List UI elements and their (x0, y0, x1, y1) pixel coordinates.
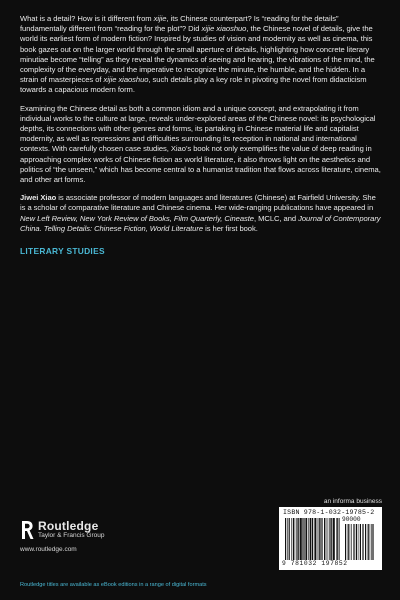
description-paragraph-1 (20, 14, 382, 96)
term-xijie: xijie (153, 14, 167, 23)
author-name: Jiwei Xiao (20, 193, 57, 203)
author-bio (20, 193, 382, 234)
ebook-note: Routledge titles are available as eBook editions in a range of digital formats (20, 582, 207, 588)
text-run: is associate professor of modern languages and literatures (Chinese) at Fairfield University. She is a scholar of comparative literature and Chinese cinema. Her wide-ranging publications have appeared in (20, 193, 376, 213)
subject-category: LITERARY STUDIES (20, 246, 105, 257)
publication-list: New Left Review, New York Review of Books, Film Quarterly, Cineaste (20, 213, 254, 223)
text-run: , such details play a key role in pivoting the novel from didacticism towards a capacious modern form. (20, 75, 367, 95)
term-xijie-xiaoshuo: xijie xiaoshuo (201, 24, 247, 34)
isbn-number: ISBN 978-1-032-19785-2 (283, 509, 375, 516)
text-run: , its Chinese counterpart? Is “reading for the details” fundamentally different from “reading for the plot”? Did (20, 14, 339, 34)
price-addon: 90000 (342, 516, 361, 523)
publisher-url[interactable]: www.routledge.com (20, 546, 77, 553)
publisher-name: Routledge (38, 519, 99, 533)
text-run: , MCLC, and (253, 213, 299, 223)
text-run: is her first book. (203, 223, 258, 233)
text-run: , the Chinese novel of details, give the world its earliest form of modern fiction? Inspired by studies of vision and modernity as well as cinema, this book gazes out on the larger world through the small aperture of details, highlighting how concrete literary minutiae become “telling” as they reveal the dynamics of seeing and hearing, the vibrations of the mind, the complexity of the everyday, and the imperative to recognize the minute, the humble, and the hidden. In a strain of masterpieces of (20, 24, 375, 85)
isbn-barcode (279, 507, 382, 570)
routledge-r-logo-icon (20, 520, 34, 540)
barcode-bars-icon (285, 518, 377, 560)
description-paragraph-2: Examining the Chinese detail as both a common idiom and a unique concept, and extrapolating it from individual works to the culture at large, reveals under-explored areas of the Chinese novel: its psychological depths, its connections with other genres and forms, its partaking in Chinese material life and capitalist modernity, as well as repressions and difficulties surrounding its reception in national and international contexts. With carefully chosen case studies, Xiao’s book not only exemplifies the value of deep reading in approaching complex works of Chinese fiction as world literature, it also throws light on the aesthetics and politics of “the unseen,” which has become central to a humanist tradition that flows across literature, cinema, and other art forms. (20, 103, 381, 185)
barcode-digits: 9 781032 197852 (282, 560, 348, 567)
back-cover-text (20, 14, 382, 256)
publisher-block (20, 520, 220, 553)
term-xijie-xiaoshuo: xijie xiaoshuo (103, 75, 149, 85)
publisher-logo (20, 520, 220, 540)
informa-tagline: an informa business (323, 498, 382, 505)
text-run: What is a detail? How is it different from (20, 14, 154, 23)
publisher-group: Taylor & Francis Group (38, 532, 105, 539)
publication-list: Journal of Contemporary China. Telling Details: Chinese Fiction, World Literature (20, 213, 381, 233)
